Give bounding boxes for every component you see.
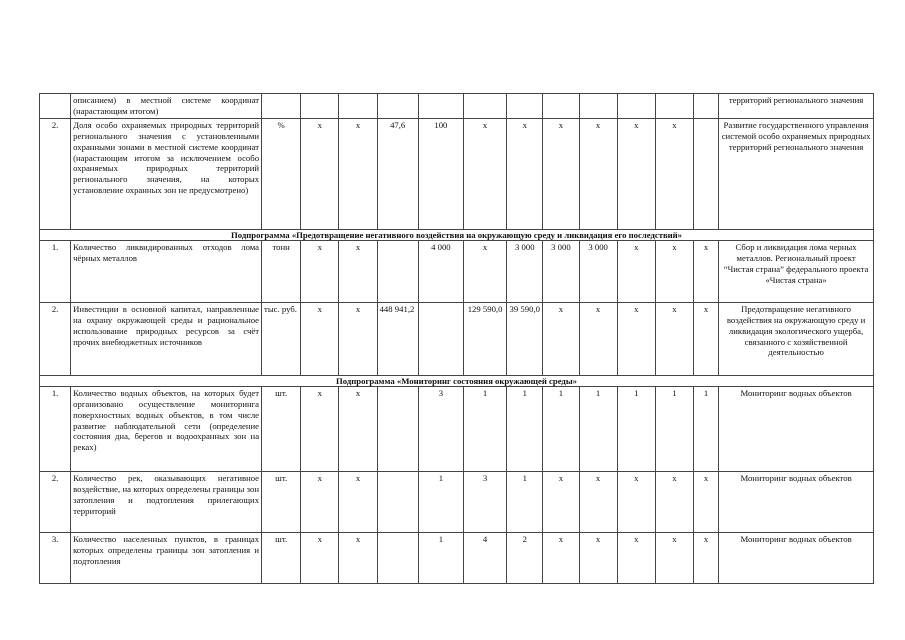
value-cell: х — [579, 118, 617, 229]
value-cell — [655, 94, 693, 119]
value-cell: х — [655, 471, 693, 532]
value-cell: 1 — [655, 386, 693, 471]
value-cell — [579, 94, 617, 119]
table-row — [40, 94, 874, 119]
value-cell: х — [339, 302, 377, 375]
value-cell: х — [655, 240, 693, 302]
indicators-table — [39, 93, 874, 584]
value-cell: 1 — [579, 386, 617, 471]
value-cell: х — [301, 240, 339, 302]
value-cell: х — [617, 471, 655, 532]
row-number — [40, 94, 71, 119]
section-header-row — [40, 229, 874, 240]
value-cell — [377, 94, 418, 119]
unit-cell: шт. — [262, 532, 301, 583]
row-number: 3. — [40, 532, 71, 583]
value-cell: х — [543, 471, 579, 532]
table-row — [40, 532, 874, 583]
value-cell: х — [543, 302, 579, 375]
table-row — [40, 240, 874, 302]
value-cell: х — [339, 386, 377, 471]
value-cell — [377, 240, 418, 302]
value-cell: 1 — [418, 532, 463, 583]
value-cell: 448 941,2 — [377, 302, 418, 375]
value-cell: х — [543, 118, 579, 229]
row-number: 2. — [40, 118, 71, 229]
indicator-name: Количество рек, оказывающих негативное воздействие, на которых определены границы зон затопления и подтопления прилегающих территорий — [71, 471, 262, 532]
value-cell: х — [507, 118, 543, 229]
indicator-name: Инвестиции в основной капитал, направленные на охрану окружающей среды и рациональное использование природных ресурсов за счёт прочих внебюджетных источников — [71, 302, 262, 375]
unit-cell: тонн — [262, 240, 301, 302]
value-cell — [543, 94, 579, 119]
value-cell: 2 — [507, 532, 543, 583]
unit-cell: шт. — [262, 386, 301, 471]
value-cell: х — [543, 532, 579, 583]
indicator-name: Количество водных объектов, на которых будет организовано осуществление мониторинга поверхностных водных объектов, в том числе развитие наблюдательной сети (определение состояния дна, берегов и водоохранных зон на реках) — [71, 386, 262, 471]
value-cell: 3 — [463, 471, 506, 532]
value-cell: х — [694, 240, 719, 302]
value-cell: х — [339, 532, 377, 583]
value-cell: 1 — [694, 386, 719, 471]
section-title: Подпрограмма «Предотвращение негативного воздействия на окружающую среду и ликвидация его последствий» — [40, 229, 874, 240]
note-cell: Сбор и ликвидация лома черных металлов. Региональный проект “Чистая страна” федерального проекта «Чистая страна» — [719, 240, 874, 302]
value-cell: 3 000 — [543, 240, 579, 302]
table-row — [40, 302, 874, 375]
value-cell: х — [617, 118, 655, 229]
value-cell — [418, 302, 463, 375]
value-cell: х — [579, 532, 617, 583]
value-cell: 4 — [463, 532, 506, 583]
value-cell: х — [339, 471, 377, 532]
note-cell: Мониторинг водных объектов — [719, 471, 874, 532]
value-cell: х — [339, 118, 377, 229]
value-cell: 1 — [418, 471, 463, 532]
value-cell — [377, 532, 418, 583]
value-cell: 39 590,0 — [507, 302, 543, 375]
row-number: 2. — [40, 302, 71, 375]
value-cell: х — [463, 118, 506, 229]
value-cell: 1 — [543, 386, 579, 471]
value-cell: 129 590,0 — [463, 302, 506, 375]
value-cell — [507, 94, 543, 119]
value-cell — [463, 94, 506, 119]
unit-cell: шт. — [262, 471, 301, 532]
value-cell — [418, 94, 463, 119]
section-header-row — [40, 375, 874, 386]
value-cell: х — [301, 386, 339, 471]
value-cell: х — [463, 240, 506, 302]
value-cell: х — [579, 471, 617, 532]
row-number: 2. — [40, 471, 71, 532]
indicator-name: Доля особо охраняемых природных территорий регионального значения с установленными охранными зонами в местной системе координат (нарастающим итогом за исключением особо охраняемых природных территорий регионального значения, на которых установление охранных зон не предусмотрено) — [71, 118, 262, 229]
unit-cell: тыс. руб. — [262, 302, 301, 375]
value-cell: 3 — [418, 386, 463, 471]
note-cell: Мониторинг водных объектов — [719, 386, 874, 471]
value-cell: х — [301, 532, 339, 583]
value-cell: х — [694, 532, 719, 583]
value-cell — [617, 94, 655, 119]
value-cell: х — [339, 240, 377, 302]
value-cell: 47,6 — [377, 118, 418, 229]
table-row — [40, 471, 874, 532]
value-cell: 1 — [507, 386, 543, 471]
value-cell: 3 000 — [579, 240, 617, 302]
value-cell — [339, 94, 377, 119]
value-cell: х — [579, 302, 617, 375]
unit-cell: % — [262, 118, 301, 229]
value-cell — [377, 386, 418, 471]
value-cell: х — [301, 118, 339, 229]
value-cell: х — [617, 240, 655, 302]
value-cell: х — [655, 532, 693, 583]
table-row — [40, 386, 874, 471]
value-cell: 100 — [418, 118, 463, 229]
value-cell: 1 — [463, 386, 506, 471]
value-cell: х — [694, 471, 719, 532]
table-row — [40, 118, 874, 229]
indicator-name: Количество населенных пунктов, в границах которых определены границы зон затопления и подтопления — [71, 532, 262, 583]
value-cell — [377, 471, 418, 532]
value-cell: х — [301, 471, 339, 532]
value-cell — [301, 94, 339, 119]
value-cell — [694, 94, 719, 119]
indicator-name: Количество ликвидированных отходов лома чёрных металлов — [71, 240, 262, 302]
value-cell: х — [617, 532, 655, 583]
note-cell: Развитие государственного управления системой особо охраняемых природных территорий регионального значения — [719, 118, 874, 229]
row-number: 1. — [40, 240, 71, 302]
value-cell: х — [617, 302, 655, 375]
value-cell — [694, 118, 719, 229]
value-cell: х — [301, 302, 339, 375]
value-cell: 3 000 — [507, 240, 543, 302]
note-cell: территорий регионального значения — [719, 94, 874, 119]
value-cell: х — [655, 302, 693, 375]
indicator-name: описанием) в местной системе координат (нарастающим итогом) — [71, 94, 262, 119]
note-cell: Мониторинг водных объектов — [719, 532, 874, 583]
section-title: Подпрограмма «Мониторинг состояния окружающей среды» — [40, 375, 874, 386]
note-cell: Предотвращение негативного воздействия на окружающую среду и ликвидация экологического ущерба, связанного с хозяйственной деятельностью — [719, 302, 874, 375]
unit-cell — [262, 94, 301, 119]
value-cell: 1 — [507, 471, 543, 532]
value-cell: 1 — [617, 386, 655, 471]
row-number: 1. — [40, 386, 71, 471]
value-cell: х — [655, 118, 693, 229]
value-cell: 4 000 — [418, 240, 463, 302]
value-cell: х — [694, 302, 719, 375]
